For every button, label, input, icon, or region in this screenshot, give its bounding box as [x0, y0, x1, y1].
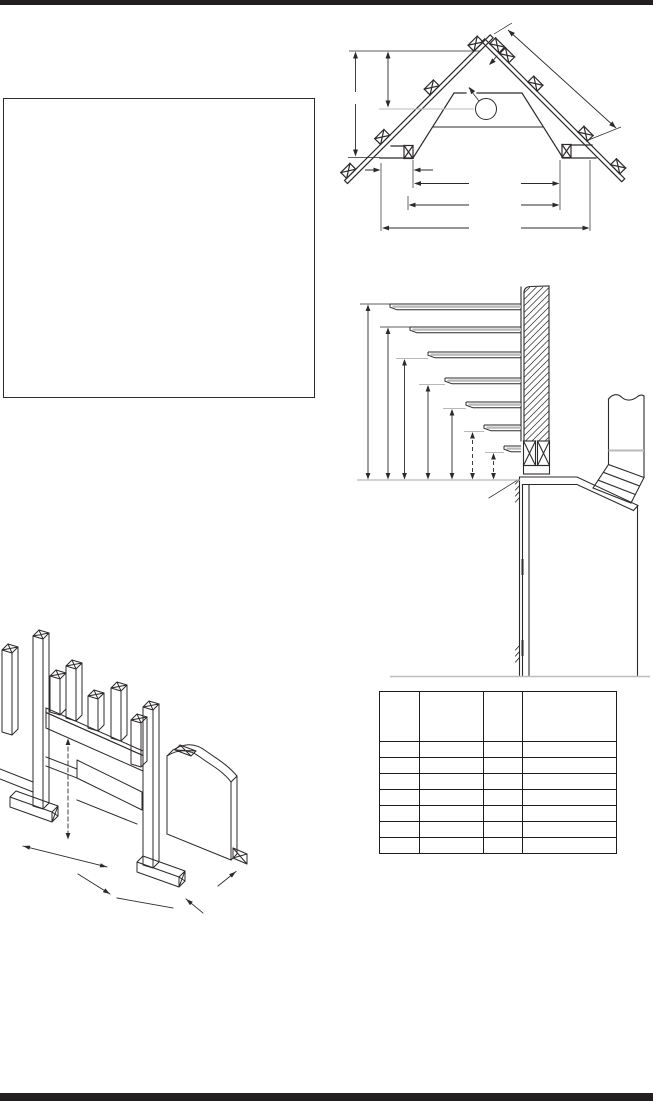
attic-truss-figure [328, 18, 653, 240]
arrowhead-up [491, 453, 496, 460]
wall-panel [167, 745, 247, 864]
mantel-shelves [390, 304, 521, 452]
table-cell [380, 790, 420, 806]
framing-isometric-figure [0, 598, 272, 920]
hatch-line [524, 398, 549, 423]
table-cell [523, 742, 617, 758]
table-cell [523, 822, 617, 838]
fireplace-appliance [516, 477, 639, 676]
hatch-line [524, 320, 549, 345]
framing-dimension-lines [23, 740, 236, 913]
clearance-dimension [485, 453, 504, 480]
hatch-line [524, 372, 549, 397]
vent-pipe-assembly [593, 395, 644, 503]
framing-arrowheads [23, 739, 236, 906]
table-cell [380, 838, 420, 854]
mantel-shelf [428, 352, 521, 358]
arrowhead-down [402, 473, 407, 480]
wall-header-framing [524, 441, 550, 474]
table-cell [484, 806, 523, 822]
mantel-shelf [390, 304, 521, 310]
top-rule-bar [0, 0, 653, 5]
dimension-lines [356, 30, 617, 228]
spec-table [379, 691, 617, 854]
table-cell [380, 758, 420, 774]
hatch-line [524, 366, 549, 391]
table-cell [420, 758, 484, 774]
table-row [380, 742, 617, 758]
table-cell [420, 822, 484, 838]
table-cell [380, 742, 420, 758]
arrowhead-down [491, 473, 496, 480]
table-header-cell [420, 692, 484, 742]
table-cell [380, 774, 420, 790]
wall-hatch [524, 287, 549, 441]
table-cell [420, 742, 484, 758]
arrowhead-up [450, 409, 455, 416]
hatch-line [524, 314, 549, 339]
mantel-shelf [466, 402, 521, 408]
clearance-dimension [464, 432, 484, 480]
hatch-line [539, 431, 550, 442]
mantel-shelf [504, 446, 521, 452]
ceiling-joist-left [380, 146, 413, 159]
clearance-dimension [396, 359, 428, 480]
table-cell [420, 806, 484, 822]
table-cell [523, 806, 617, 822]
arrowhead-up [470, 432, 475, 439]
back-studs [2, 644, 147, 767]
hatch-line [524, 405, 549, 430]
hatch-line [524, 327, 549, 352]
table-cell [484, 790, 523, 806]
table-row [380, 822, 617, 838]
king-stud-left [33, 630, 49, 809]
king-stud-right [143, 701, 159, 868]
leader-line [489, 480, 519, 499]
arrowhead-up [402, 359, 407, 366]
arrowhead-up [426, 385, 431, 392]
sole-plate [0, 769, 137, 824]
table-cell [523, 774, 617, 790]
table-cell [380, 806, 420, 822]
hatch-line [524, 301, 549, 326]
foot-plate-right [137, 856, 185, 887]
mantel-shelf [445, 378, 521, 384]
clearance-dimension [360, 304, 390, 480]
arrowhead-up [366, 305, 371, 312]
hatch-line [524, 340, 549, 365]
vent-pipe-circle [476, 99, 497, 120]
left-rafter [339, 29, 494, 184]
clearance-dimension [419, 385, 445, 480]
clearance-dimension [380, 327, 410, 480]
arrowhead-down [470, 473, 475, 480]
arrowhead-down [450, 473, 455, 480]
table-row [380, 774, 617, 790]
hatch-line [524, 288, 549, 313]
mantel-clearance-figure [345, 275, 653, 680]
table-cell [484, 742, 523, 758]
hatch-line [524, 359, 549, 384]
arrowhead-down [366, 473, 371, 480]
empty-note-box [3, 98, 315, 398]
table-row [380, 790, 617, 806]
arrowhead-up [386, 328, 391, 335]
arrowhead-down [386, 473, 391, 480]
table-header-cell [484, 692, 523, 742]
table-cell [380, 822, 420, 838]
table-header-cell [380, 692, 420, 742]
hatch-line [532, 424, 549, 441]
table-header-row [380, 692, 617, 742]
table-row [380, 758, 617, 774]
table-row [380, 806, 617, 822]
table-cell [484, 822, 523, 838]
hatch-line [524, 353, 549, 378]
mantel-shelf [410, 327, 521, 333]
hatch-line [524, 385, 549, 410]
hatch-line [524, 392, 549, 417]
hatch-line [524, 346, 549, 371]
hatch-line [524, 307, 549, 332]
table-cell [523, 758, 617, 774]
attic-insulation-shield [413, 93, 563, 158]
hatch-line [545, 437, 549, 441]
hatch-line [524, 379, 549, 404]
table-cell [484, 774, 523, 790]
table-cell [523, 838, 617, 854]
table-cell [484, 838, 523, 854]
bottom-rule-bar [0, 1093, 653, 1101]
spec-table-grid [379, 691, 617, 854]
table-cell [420, 790, 484, 806]
right-rafter [482, 33, 631, 182]
table-row [380, 838, 617, 854]
clearance-dimension [443, 409, 466, 480]
table-cell [420, 774, 484, 790]
hatch-line [526, 418, 550, 442]
table-cell [420, 838, 484, 854]
table-cell [484, 758, 523, 774]
hatch-line [524, 411, 549, 436]
hatch-line [524, 294, 549, 319]
hatch-line [524, 333, 549, 358]
arrowhead-down [426, 473, 431, 480]
mantel-shelf [484, 425, 521, 431]
header-beam [46, 708, 143, 810]
table-cell [523, 790, 617, 806]
table-header-cell [523, 692, 617, 742]
vent-elbow [593, 465, 644, 504]
